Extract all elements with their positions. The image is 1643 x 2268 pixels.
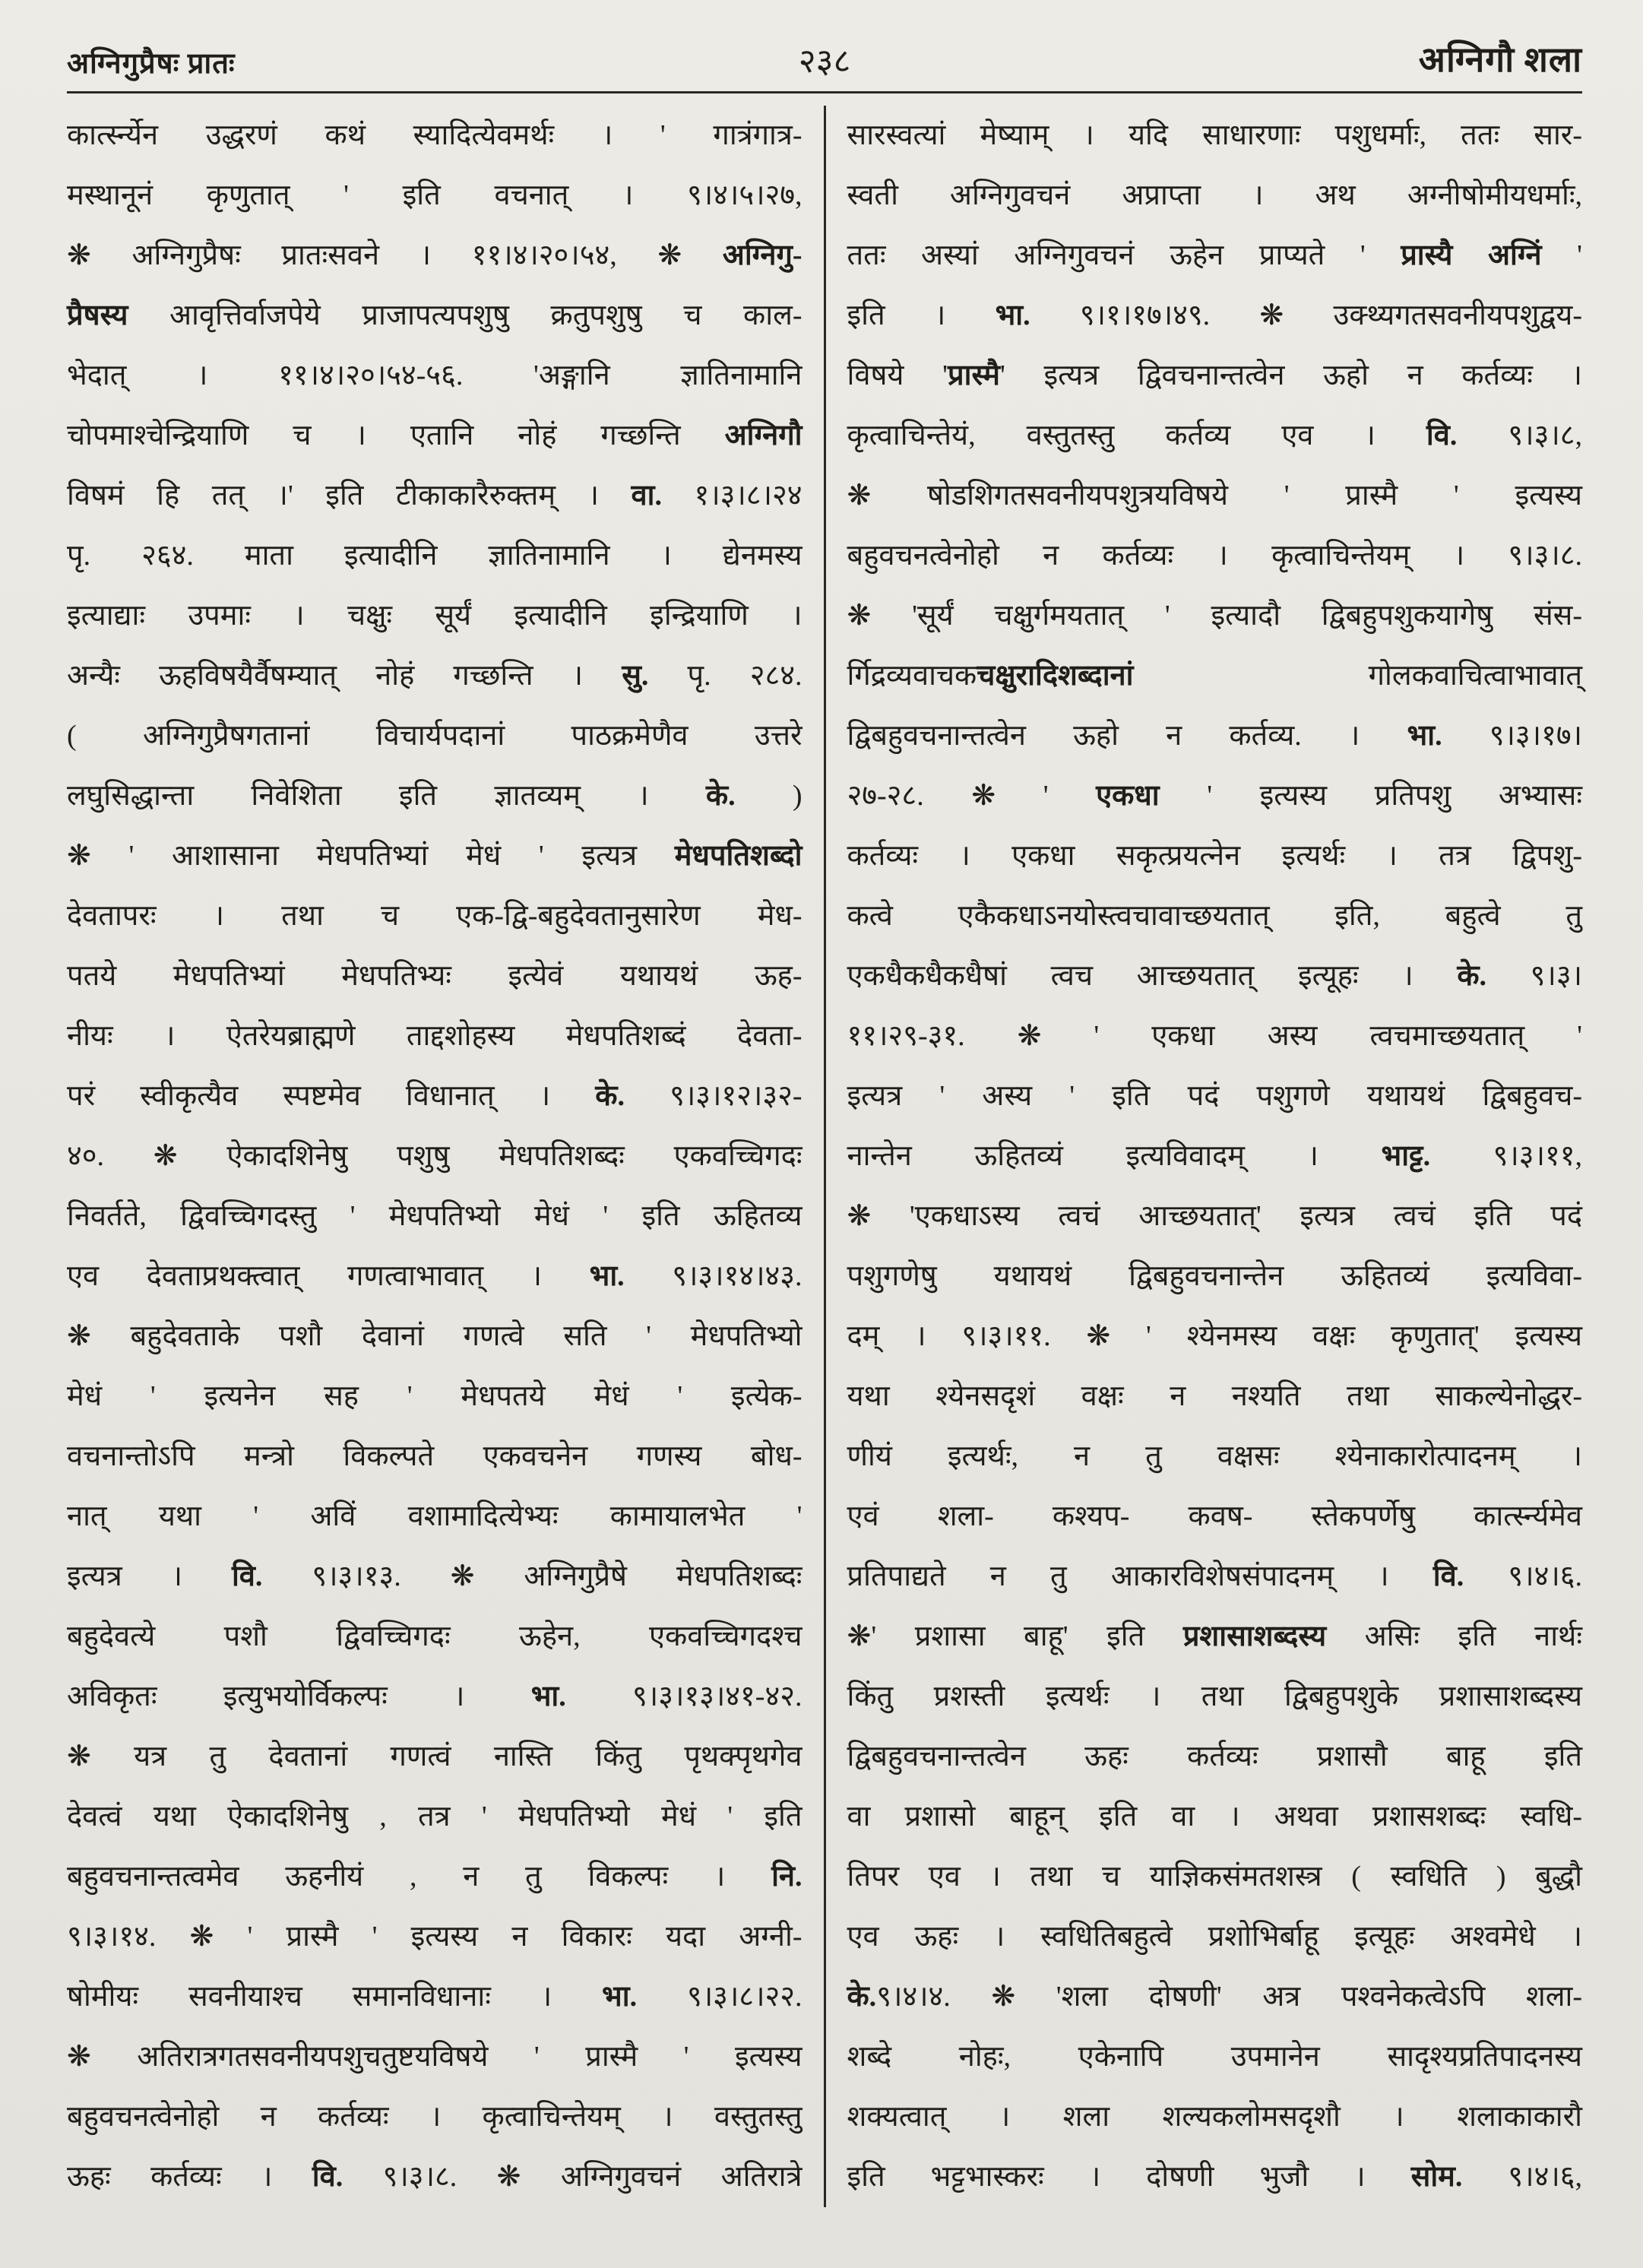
text-line: ९।३।१४. ❋ ' प्रास्मै ' इत्यस्य न विकारः यदा अग्नी- <box>67 1921 803 1953</box>
text-line: के.९।४।४. ❋ 'शला दोषणी' अत्र पश्वनेकत्वेऽपि शला- <box>847 1981 1582 2013</box>
text-line: मस्थानूनं कृणुतात् ' इति वचनात् । ९।४।५।२७, <box>67 179 803 211</box>
text-line: एवं शला- कश्यप- कवष- स्तेकपर्णेषु कार्त्स्न्यमेव <box>847 1500 1582 1532</box>
text-line: नान्तेन ऊहितव्यं इत्यविवादम् । भाट्ट. ९।३।११, <box>847 1140 1582 1172</box>
text-columns <box>67 106 1582 2207</box>
text-line: पशुगणेषु यथायथं द्विबहुवचनान्तेन ऊहितव्यं इत्यविवा- <box>847 1260 1582 1292</box>
text-line: कृत्वाचिन्तेयं, वस्तुतस्तु कर्तव्य एव । वि. ९।३।८, <box>847 420 1582 451</box>
text-line: कत्वे एकैकधाऽनयोस्त्वचावाच्छयतात् इति, बहुत्वे तु <box>847 900 1582 932</box>
text-line: ततः अस्यां अग्निगुवचनं ऊहेन प्राप्यते ' प्रास्यै अग्निं ' <box>847 239 1582 271</box>
text-line: ११।२९-३१. ❋ ' एकधा अस्य त्वचमाच्छयतात् ' <box>847 1020 1582 1052</box>
text-line: इति । भा. ९।१।१७।४९. ❋ उक्थ्यगतसवनीयपशुद्वय- <box>847 299 1583 331</box>
text-line: ❋ बहुदेवताके पशौ देवानां गणत्वे सति ' मेधपतिभ्यो <box>67 1320 803 1352</box>
text-line: ❋ 'सूर्यं चक्षुर्गमयतात् ' इत्यादौ द्विबहुपशुकयागेषु संस- <box>847 600 1582 632</box>
text-line: ❋ 'एकधाऽस्य त्वचं आच्छयतात्' इत्यत्र त्वचं इति पदं <box>847 1200 1582 1232</box>
right-column <box>826 106 1583 2207</box>
text-line: बहुवचनान्तत्वमेव ऊहनीयं , न तु विकल्पः । नि. <box>67 1861 803 1893</box>
text-line: बहुदेवत्ये पशौ द्विवच्चिगदः ऊहेन, एकवच्चिगदश्च <box>67 1620 803 1652</box>
text-line: वचनान्तोऽपि मन्त्रो विकल्पते एकवचनेन गणस्य बोध- <box>67 1440 803 1472</box>
text-line: ❋' प्रशासा बाहू' इति प्रशासाशब्दस्य असिः इति नार्थः <box>847 1620 1582 1652</box>
text-line: लघुसिद्धान्ता निवेशिता इति ज्ञातव्यम् । के. ) <box>67 780 803 812</box>
text-line: एव ऊहः । स्वधितिबहुत्वे प्रशोभिर्बाहू इत्यूहः अश्वमेधे । <box>847 1921 1582 1953</box>
text-line: यथा श्येनसदृशं वक्षः न नश्यति तथा साकल्येनोद्धर- <box>847 1380 1582 1412</box>
page-header <box>67 35 1582 82</box>
text-line: बहुवचनत्वेनोहो न कर्तव्यः । कृत्वाचिन्तेयम् । वस्तुतस्तु <box>67 2101 803 2133</box>
text-line: शक्यत्वात् । शला शल्यकलोमसदृशौ । शलाकाकारौ <box>847 2101 1582 2133</box>
text-line: देवतापरः । तथा च एक-द्वि-बहुदेवतानुसारेण मेध- <box>67 900 803 932</box>
text-line: ऊहः कर्तव्यः । वि. ९।३।८. ❋ अग्निगुवचनं अतिरात्रे <box>67 2161 803 2193</box>
text-line: सारस्वत्यां मेष्याम् । यदि साधारणाः पशुधर्माः, ततः सार- <box>847 119 1582 151</box>
text-line: पतये मेधपतिभ्यां मेधपतिभ्यः इत्येवं यथायथं ऊह- <box>67 960 803 992</box>
text-line: ❋ यत्र तु देवतानां गणत्वं नास्ति किंतु पृथक्पृथगेव <box>67 1741 803 1772</box>
text-line: भेदात् । ११।४।२०।५४-५६. 'अङ्गानि ज्ञातिनामानि <box>67 360 803 391</box>
text-line: शब्दे नोहः, एकेनापि उपमानेन सादृश्यप्रतिपादनस्य <box>847 2041 1582 2073</box>
text-line: कर्तव्यः । एकधा सकृत्प्रयत्नेन इत्यर्थः । तत्र द्विपशु- <box>847 840 1582 872</box>
text-line: २७-२८. ❋ ' एकधा ' इत्यस्य प्रतिपशु अभ्यासः <box>847 780 1582 812</box>
text-line: एकधैकधैकधैषां त्वच आच्छयतात् इत्यूहः । के. ९।३। <box>847 960 1582 992</box>
text-line: एव देवताप्रथक्त्वात् गणत्वाभावात् । भा. ९।३।१४।४३. <box>67 1260 803 1292</box>
text-line: कार्त्स्न्येन उद्धरणं कथं स्यादित्येवमर्थः । ' गात्रंगात्र- <box>67 119 803 151</box>
text-line: ❋ अतिरात्रगतसवनीयपशुचतुष्टयविषये ' प्रास्मै ' इत्यस्य <box>67 2041 803 2073</box>
text-line: प्रैषस्य आवृत्तिर्वाजपेये प्राजापत्यपशुषु क्रतुपशुषु च काल- <box>67 299 803 331</box>
text-line: चोपमाश्चेन्द्रियाणि च । एतानि नोहं गच्छन्ति अग्निगौ <box>67 420 803 451</box>
text-line: नीयः । ऐतरेयब्राह्मणे ताद्दशोहस्य मेधपतिशब्दं देवता- <box>67 1020 803 1052</box>
text-line: निवर्तते, द्विवच्चिगदस्तु ' मेधपतिभ्यो मेधं ' इति ऊहितव्य <box>67 1200 803 1232</box>
header-rule <box>67 91 1582 93</box>
text-line: अन्यैः ऊहविषयैर्वैषम्यात् नोहं गच्छन्ति । सु. पृ. २८४. <box>67 660 803 692</box>
text-line: अविकृतः इत्युभयोर्विकल्पः । भा. ९।३।१३।४१-४२. <box>67 1680 803 1712</box>
text-line: ❋ षोडशिगतसवनीयपशुत्रयविषये ' प्रास्मै ' इत्यस्य <box>847 480 1582 512</box>
header-right-title: अग्निगौ शला <box>1418 40 1583 79</box>
text-line: मेधं ' इत्यनेन सह ' मेधपतये मेधं ' इत्येक- <box>67 1380 803 1412</box>
left-column <box>67 106 826 2207</box>
text-line: इत्यत्र । वि. ९।३।१३. ❋ अग्निगुप्रैषे मेधपतिशब्दः <box>67 1560 803 1592</box>
text-line: षोमीयः सवनीयाश्च समानविधानाः । भा. ९।३।८।२२. <box>67 1981 803 2013</box>
text-line: पृ. २६४. माता इत्यादीनि ज्ञातिनामानि । द्येनमस्य <box>67 540 803 572</box>
text-line: ❋ ' आशासाना मेधपतिभ्यां मेधं ' इत्यत्र मेधपतिशब्दो <box>67 840 803 872</box>
text-line: द्विबहुवचनान्तत्वेन ऊहः कर्तव्यः प्रशासौ बाहू इति <box>847 1741 1582 1772</box>
text-line: ४०. ❋ ऐकादशिनेषु पशुषु मेधपतिशब्दः एकवच्चिगदः <box>67 1140 803 1172</box>
text-line: इत्यत्र ' अस्य ' इति पदं पशुगणे यथायथं द्विबहुवच- <box>847 1080 1582 1112</box>
text-line: स्वती अग्निगुवचनं अप्राप्ता । अथ अग्नीषोमीयधर्माः, <box>847 179 1582 211</box>
text-line: परं स्वीकृत्यैव स्पष्टमेव विधानात् । के. ९।३।१२।३२- <box>67 1080 803 1112</box>
text-line: प्रतिपाद्यते न तु आकारविशेषसंपादनम् । वि. ९।४।६. <box>847 1560 1582 1592</box>
page-number: २३८ <box>798 43 851 80</box>
text-line: तिपर एव । तथा च याज्ञिकसंमतशस्त्र ( स्वधिति ) बुद्धौ <box>847 1861 1582 1893</box>
text-line: किंतु प्रशस्ती इत्यर्थः । तथा द्विबहुपशुके प्रशासाशब्दस्य <box>847 1680 1582 1712</box>
text-line: नात् यथा ' अविं वशामादित्येभ्यः कामायालभेत ' <box>67 1500 803 1532</box>
text-line: दम् । ९।३।११. ❋ ' श्येनमस्य वक्षः कृणुतात्' इत्यस्य <box>847 1320 1582 1352</box>
text-line: द्विबहुवचनान्तत्वेन ऊहो न कर्तव्य. । भा. ९।३।१७। <box>847 720 1582 752</box>
text-line: र्गिद्रव्यवाचकचक्षुरादिशब्दानां गोलकवाचित्वाभावात् <box>847 660 1582 692</box>
text-line: विषमं हि तत् ।' इति टीकाकारैरुक्तम् । वा. १।३।८।२४ <box>67 480 803 512</box>
header-left-title: अग्निगुप्रैषः प्रातः <box>67 48 236 80</box>
text-line: वा प्रशासो बाहून् इति वा । अथवा प्रशासशब्दः स्वधि- <box>847 1801 1582 1832</box>
text-line: इति भट्टभास्करः । दोषणी भुजौ । सोम. ९।४।६, <box>847 2161 1582 2193</box>
text-line: इत्याद्याः उपमाः । चक्षुः सूर्यं इत्यादीनि इन्द्रियाणि । <box>67 600 803 632</box>
text-line: णीयं इत्यर्थः, न तु वक्षसः श्येनाकारोत्पादनम् । <box>847 1440 1582 1472</box>
text-line: बहुवचनत्वेनोहो न कर्तव्यः । कृत्वाचिन्तेयम् । ९।३।८. <box>847 540 1582 572</box>
text-line: ( अग्निगुप्रैषगतानां विचार्यपदानां पाठक्रमेणैव उत्तरे <box>67 720 803 752</box>
text-line: देवत्वं यथा ऐकादशिनेषु , तत्र ' मेधपतिभ्यो मेधं ' इति <box>67 1801 803 1832</box>
text-line: ❋ अग्निगुप्रैषः प्रातःसवने । ११।४।२०।५४, ❋ अग्निगु- <box>67 239 803 271</box>
text-line: विषये 'प्रास्मै' इत्यत्र द्विवचनान्तत्वेन ऊहो न कर्तव्यः । <box>847 360 1582 391</box>
